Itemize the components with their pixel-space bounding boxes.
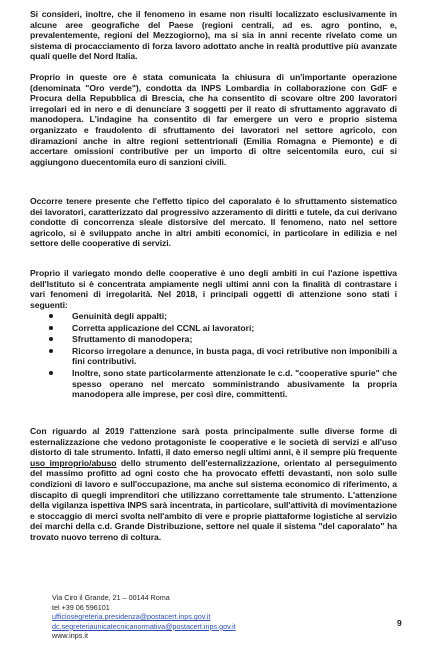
paragraph-2 (30, 72, 397, 167)
footer-contacts (52, 593, 352, 641)
paragraph-1-text: Si consideri, inoltre, che il fenomeno in esame non risulti localizzato esclusivamente in alcune aree geografiche del Paese (regioni centrali, ad es. agro pontino, e, prevalentemente, regioni del Mezzogiorno), ma si sia in anni recente rivelato come un sistema di procacciamento di forza lavoro adottato anche in realtà produttive più avanzate quali quelle del Nord Italia. (30, 9, 397, 62)
paragraph-4 (30, 268, 397, 310)
paragraph-4-text: Proprio il variegato mondo delle cooperative è uno degli ambiti in cui l'azione ispettiva dell'Istituto si è concentrata ampiamente negli ultimi anni con la finalità di contrastare i vari fenomeni di irregolarità. Nel 2018, i principali oggetti di attenzione sono stati i seguenti: (30, 268, 397, 310)
inspection-topics-list (30, 311, 397, 401)
bullet-icon (49, 349, 53, 353)
paragraph-5: Con riguardo al 2019 l'attenzione sarà posta principalmente sulle diverse forme di esternalizzazione che vedono protagoniste le cooperative e le società di servizi e all'uso distorto di tale strumento. Infatti, il dato emerso negli ultimi anni, è il sempre più frequente uso improprio/abuso dello strumento dell'esternalizzazione, orientato al perseguimento del massimo profitto ad ogni costo che ha provocato effetti devastanti, non solo sulle condizioni di lavoro e sull'occupazione, ma anche sul sistema economico di riferimento, a discapito di quegli imprenditori che utilizzano correttamente tale strumento. L'attenzione della vigilanza ispettiva INPS sarà incentrata, in particolare, sull'attività di movimentazione e stoccaggio di merci svolta nell'ambito di vere e proprie piattaforme logistiche al servizio dei marchi della c.d. Grande Distribuzione, settore nel quale il sistema "del caporalato" ha trovato nuovo terreno di coltura. (30, 426, 397, 542)
bullet-icon (49, 326, 53, 330)
list-item: Corretta applicazione del CCNL ai lavoratori; (30, 323, 397, 334)
paragraph-3-text: Occorre tenere presente che l'effetto tipico del caporalato è lo sfruttamento sistematico dei lavoratori, caratterizzato dal progressivo azzeramento di diritti e tutele, da cui derivano condotte di concorrenza sleale distorsive del mercato. Il fenomeno, nato nel settore agricolo, si è sviluppato anche in altri ambiti economici, in particolare in edilizia e nel settore delle cooperative di servizi. (30, 196, 397, 249)
page-number: 9 (397, 618, 402, 628)
footer-phone: tel +39 06 596101 (52, 602, 110, 612)
term-esternalizzazione: esternalizzazione (30, 436, 100, 447)
footer-address: Via Ciro il Grande, 21 – 00144 Roma (52, 593, 170, 602)
bullet-icon (49, 371, 53, 375)
term-uso-improprio: uso improprio/abuso (30, 457, 117, 468)
paragraph-1 (30, 9, 397, 62)
list-item: Ricorso irregolare a denunce, in busta paga, di voci retributive non imponibili a fini contributivi. (30, 346, 397, 367)
footer-email-segreteria-link[interactable]: dc.segreteriaunicatecnicanormativa@postacert.inps.gov.it (52, 621, 236, 631)
paragraph-3 (30, 196, 397, 249)
bullet-icon (49, 314, 53, 318)
list-item: Inoltre, sono state particolarmente attenzionate le c.d. "cooperative spurie" che spesso operano nel mercato somministrando abusivamente la propria manodopera alle imprese, per così dire, committenti. (30, 368, 397, 400)
list-item: Sfruttamento di manodopera; (30, 334, 397, 345)
footer-website[interactable]: www.inps.it (52, 631, 88, 641)
list-item: Genuinità degli appalti; (30, 311, 397, 322)
paragraph-2-text: Proprio in queste ore è stata comunicata la chiusura di un'importante operazione (denominata "Oro verde"), condotta da INPS Lombardia in collaborazione con GdF e Procura della Repubblica di Brescia, che ha consentito di scovare oltre 200 lavoratori irregolari ed in nero e di denunciare 3 soggetti per il reato di sfruttamento aggravato di manodopera. L'indagine ha consentito di far emergere un vero e proprio sistema organizzato e fraudolento di sfruttamento dei lavoratori nel settore agricolo, con diramazioni anche in altre regioni settentrionali (Emilia Romagna e Piemonte) e di accertare omissioni contributive per un importo di oltre seicentomila euro, cui si aggiungono duecentomila euro di sanzioni civili. (30, 72, 397, 167)
footer-email-presidenza-link[interactable]: ufficiosegreteria.presidenza@postacert.inps.gov.it (52, 612, 211, 622)
bullet-icon (49, 337, 53, 341)
